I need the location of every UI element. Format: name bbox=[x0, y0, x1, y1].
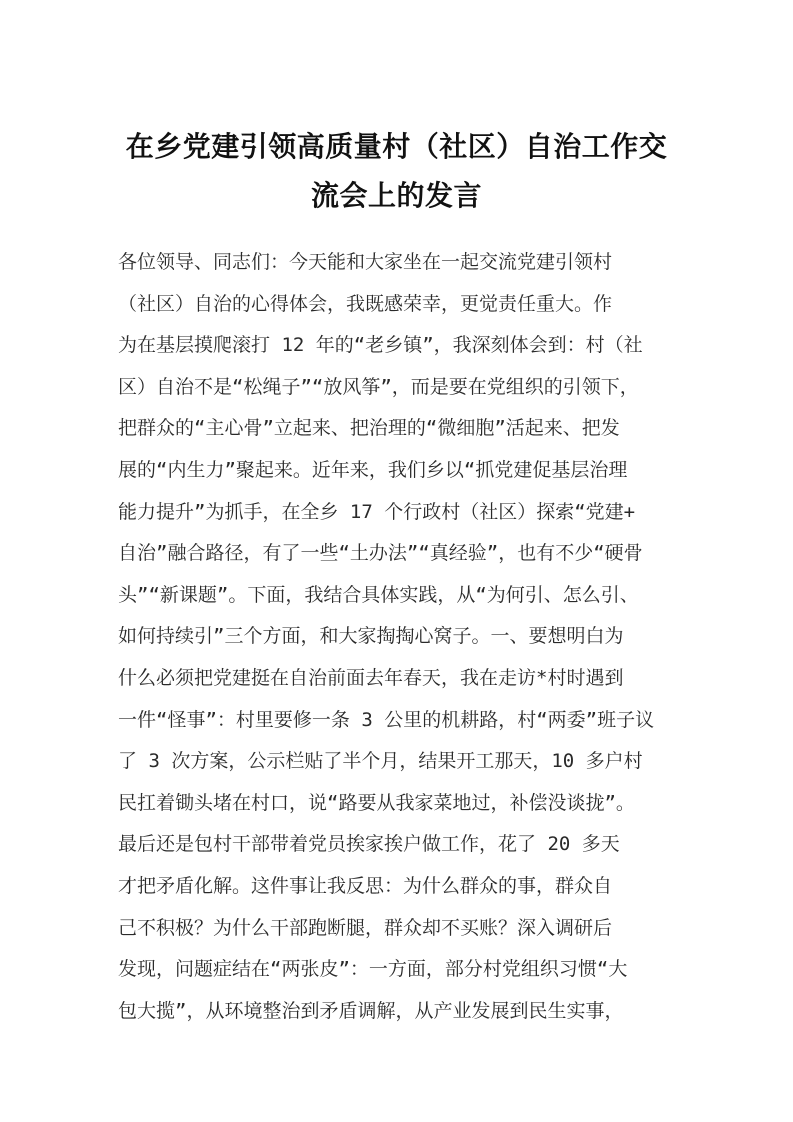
body-line: 头”“新课题”。下面，我结合具体实践，从“为何引、怎么引、 bbox=[118, 583, 639, 606]
body-line: 一件“怪事”：村里要修一条 3 公里的机耕路，村“两委”班子议 bbox=[118, 708, 655, 731]
body-line: 什么必须把党建挺在自治前面去年春天，我在走访*村时遇到 bbox=[118, 666, 624, 689]
body-line: 民扛着锄头堵在村口，说“路要从我家菜地过，补偿没谈拢”。 bbox=[118, 791, 635, 814]
body-line: （社区）自治的心得体会，我既感荣幸，更觉责任重大。作 bbox=[118, 292, 613, 315]
body-line: 展的“内生力”聚起来。近年来，我们乡以“抓党建促基层治理 bbox=[118, 458, 628, 481]
body-line: 能力提升”为抓手，在全乡 17 个行政村（社区）探索“党建+ bbox=[118, 500, 636, 523]
body-line: 最后还是包村干部带着党员挨家挨户做工作，花了 20 多天 bbox=[118, 833, 620, 856]
body-line: 各位领导、同志们：今天能和大家坐在一起交流党建引领村 bbox=[118, 251, 613, 273]
body-line: 己不积极？为什么干部跑断腿，群众却不买账？深入调研后 bbox=[118, 916, 613, 939]
title-line-1: 在乡党建引领高质量村（社区）自治工作交 bbox=[125, 130, 668, 163]
body-line: 包大揽”，从环境整治到矛盾调解，从产业发展到民生实事， bbox=[118, 999, 624, 1022]
title-line-2: 流会上的发言 bbox=[310, 179, 482, 212]
body-line: 如何持续引”三个方面，和大家掏掏心窝子。一、要想明白为 bbox=[118, 625, 624, 648]
document-title bbox=[100, 122, 693, 220]
body-line: 区）自治不是“松绳子”“放风筝”，而是要在党组织的引领下， bbox=[118, 375, 639, 398]
body-line: 发现，问题症结在“两张皮”：一方面，部分村党组织习惯“大 bbox=[118, 958, 628, 981]
body-line: 了 3 次方案，公示栏贴了半个月，结果开工那天，10 多户村 bbox=[118, 750, 643, 773]
body-line: 自治”融合路径，有了一些“土办法”“真经验”，也有不少“硬骨 bbox=[118, 542, 643, 565]
body-line: 把群众的“主心骨”立起来、把治理的“微细胞”活起来、把发 bbox=[118, 417, 620, 440]
body-line: 才把矛盾化解。这件事让我反思：为什么群众的事，群众自 bbox=[118, 874, 613, 897]
body-line: 为在基层摸爬滚打 12 年的“老乡镇”，我深刻体会到：村（社 bbox=[118, 334, 643, 357]
speech-body bbox=[118, 242, 688, 1032]
